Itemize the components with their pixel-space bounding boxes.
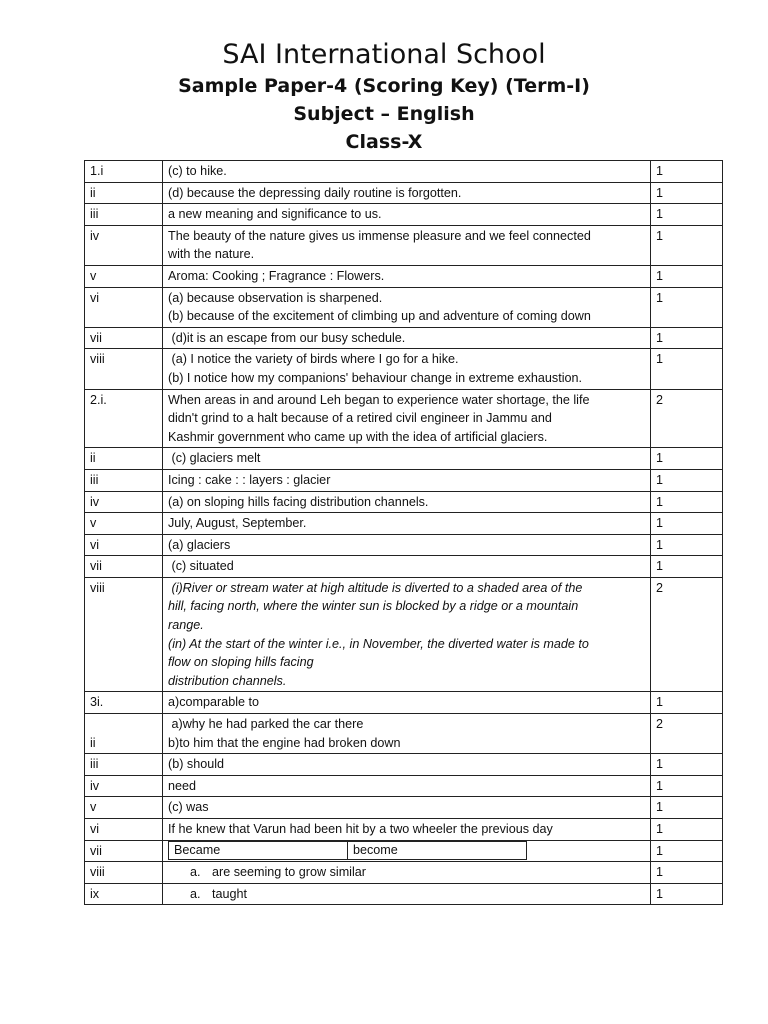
table-row — [85, 448, 723, 470]
answer-line: (a) on sloping hills facing distribution channels. — [168, 494, 429, 509]
question-number: ii — [85, 182, 163, 204]
answer-line: When areas in and around Leh began to experience water shortage, the life — [168, 392, 590, 407]
table-row — [85, 287, 723, 327]
marks-cell: 1 — [651, 692, 723, 714]
question-number: iii — [85, 469, 163, 491]
subject-title: Subject – English — [293, 103, 475, 125]
table-row — [85, 204, 723, 226]
list-text: taught — [212, 886, 248, 901]
question-number: ix — [85, 883, 163, 905]
question-number: ii — [85, 448, 163, 470]
answer-cell — [163, 883, 651, 905]
marks-cell: 1 — [651, 775, 723, 797]
answer-line: Kashmir government who came up with the idea of artificial glaciers. — [168, 429, 548, 444]
list-marker: a. — [190, 865, 201, 880]
marks-cell: 1 — [651, 204, 723, 226]
table-row — [85, 534, 723, 556]
answer-cell — [163, 349, 651, 389]
answer-line: (a) glaciers — [168, 537, 231, 552]
marks-cell: 1 — [651, 469, 723, 491]
answer-line: (c) to hike. — [168, 164, 227, 178]
answer-cell — [163, 577, 651, 692]
inner-answer-table — [168, 841, 527, 860]
answer-cell — [163, 513, 651, 535]
marks-cell: 1 — [651, 556, 723, 578]
question-number: iii — [85, 754, 163, 776]
question-number: vii — [85, 327, 163, 349]
question-number: v — [85, 513, 163, 535]
answer-line: a)why he had parked the car there — [168, 717, 364, 732]
answer-line: (c) was — [168, 800, 209, 815]
question-number: vii — [85, 556, 163, 578]
answer-cell — [163, 327, 651, 349]
marks-cell: 1 — [651, 349, 723, 389]
marks-cell: 2 — [651, 389, 723, 448]
marks-cell: 2 — [651, 577, 723, 692]
answer-line: (a) because observation is sharpened. — [168, 290, 383, 305]
answer-line: If he knew that Varun had been hit by a two wheeler the previous day — [168, 822, 553, 836]
marks-cell: 2 — [651, 714, 723, 754]
table-row — [85, 775, 723, 797]
question-number: viii — [85, 577, 163, 692]
marks-cell: 1 — [651, 883, 723, 905]
table-row — [85, 556, 723, 578]
question-number: 1.i — [85, 161, 163, 183]
marks-cell: 1 — [651, 797, 723, 819]
table-row — [85, 797, 723, 819]
document-header — [0, 38, 768, 156]
answer-cell — [163, 469, 651, 491]
marks-cell: 1 — [651, 225, 723, 265]
answer-cell — [163, 754, 651, 776]
question-number: viii — [85, 862, 163, 884]
answer-line: July, August, September. — [168, 516, 307, 531]
answer-line: a)comparable to — [168, 695, 260, 710]
table-row — [85, 225, 723, 265]
question-number: 2.i. — [85, 389, 163, 448]
answer-cell — [163, 797, 651, 819]
answer-line: (b) should — [168, 757, 225, 772]
marks-cell: 1 — [651, 840, 723, 862]
answer-cell — [163, 389, 651, 448]
question-number: ii — [85, 714, 163, 754]
table-row — [85, 692, 723, 714]
table-row — [85, 349, 723, 389]
list-text: are seeming to grow similar — [212, 865, 366, 880]
table-row — [85, 883, 723, 905]
answer-cell — [163, 287, 651, 327]
answer-line: need — [168, 778, 197, 793]
answer-line: (c) glaciers melt — [168, 451, 261, 466]
marks-cell: 1 — [651, 448, 723, 470]
scoring-key-table — [84, 160, 723, 905]
table-row — [85, 161, 723, 183]
question-number: iv — [85, 775, 163, 797]
inner-answer-cell: become — [348, 841, 527, 859]
answer-cell — [163, 491, 651, 513]
question-number: vi — [85, 287, 163, 327]
answer-cell — [163, 775, 651, 797]
marks-cell: 1 — [651, 287, 723, 327]
answer-line: (a) I notice the variety of birds where I go for a hike. — [168, 352, 459, 367]
answer-line: distribution channels. — [168, 673, 287, 688]
question-number: 3i. — [85, 692, 163, 714]
answer-line: (d) because the depressing daily routine is forgotten. — [168, 185, 462, 200]
question-number: v — [85, 797, 163, 819]
answer-line: The beauty of the nature gives us immense pleasure and we feel connected — [168, 228, 591, 243]
marks-cell: 1 — [651, 862, 723, 884]
answer-cell — [163, 161, 651, 183]
answer-cell — [163, 692, 651, 714]
answer-cell — [163, 819, 651, 841]
answer-cell — [163, 182, 651, 204]
table-row — [85, 389, 723, 448]
question-number: viii — [85, 349, 163, 389]
marks-cell: 1 — [651, 182, 723, 204]
answer-line: (b) because of the excitement of climbing up and adventure of coming down — [168, 309, 591, 324]
question-number: v — [85, 265, 163, 287]
inner-answer-cell: Became — [169, 841, 348, 859]
answer-line: (i)River or stream water at high altitude is diverted to a shaded area of the — [168, 580, 583, 595]
question-number: iv — [85, 491, 163, 513]
table-row — [85, 577, 723, 692]
answer-line: Icing : cake : : layers : glacier — [168, 472, 331, 487]
marks-cell: 1 — [651, 534, 723, 556]
answer-line: didn't grind to a halt because of a retired civil engineer in Jammu and — [168, 411, 552, 426]
question-number: vii — [85, 840, 163, 862]
table-row — [85, 182, 723, 204]
list-item — [168, 863, 645, 882]
question-number: iv — [85, 225, 163, 265]
marks-cell: 1 — [651, 491, 723, 513]
table-row — [85, 327, 723, 349]
answer-cell — [163, 204, 651, 226]
question-number: iii — [85, 204, 163, 226]
answer-line: (b) I notice how my companions' behaviour change in extreme exhaustion. — [168, 370, 583, 385]
table-row — [85, 469, 723, 491]
answer-cell — [163, 556, 651, 578]
list-marker: a. — [190, 886, 201, 901]
scoring-key-rows — [85, 161, 723, 905]
answer-cell — [163, 225, 651, 265]
answer-line: (d)it is an escape from our busy schedule. — [168, 330, 406, 345]
answer-line: (c) situated — [168, 559, 234, 574]
class-title: Class-X — [345, 131, 423, 153]
answer-line: Aroma: Cooking ; Fragrance : Flowers. — [168, 268, 385, 283]
answer-cell — [163, 714, 651, 754]
school-name: SAI International School — [222, 39, 546, 70]
answer-cell — [163, 840, 651, 862]
marks-cell: 1 — [651, 754, 723, 776]
marks-cell: 1 — [651, 327, 723, 349]
marks-cell: 1 — [651, 819, 723, 841]
answer-line: hill, facing north, where the winter sun is blocked by a ridge or a mountain — [168, 599, 579, 614]
answer-line: flow on sloping hills facing — [168, 655, 314, 670]
list-item — [168, 885, 645, 904]
answer-cell — [163, 265, 651, 287]
question-number: vi — [85, 534, 163, 556]
table-row — [85, 840, 723, 862]
answer-line: (in) At the start of the winter i.e., in November, the diverted water is made to — [168, 636, 589, 651]
answer-cell — [163, 862, 651, 884]
marks-cell: 1 — [651, 265, 723, 287]
table-row — [85, 754, 723, 776]
table-row — [85, 714, 723, 754]
marks-cell: 1 — [651, 513, 723, 535]
answer-cell — [163, 448, 651, 470]
answer-line: a new meaning and significance to us. — [168, 207, 382, 222]
table-row — [85, 491, 723, 513]
answer-line: b)to him that the engine had broken down — [168, 735, 401, 750]
marks-cell: 1 — [651, 161, 723, 183]
table-row — [85, 513, 723, 535]
table-row — [85, 819, 723, 841]
answer-cell — [163, 534, 651, 556]
question-number: vi — [85, 819, 163, 841]
table-row — [85, 265, 723, 287]
answer-line: with the nature. — [168, 247, 255, 262]
answer-line: range. — [168, 618, 204, 633]
paper-title: Sample Paper-4 (Scoring Key) (Term-I) — [178, 75, 590, 97]
table-row — [85, 862, 723, 884]
